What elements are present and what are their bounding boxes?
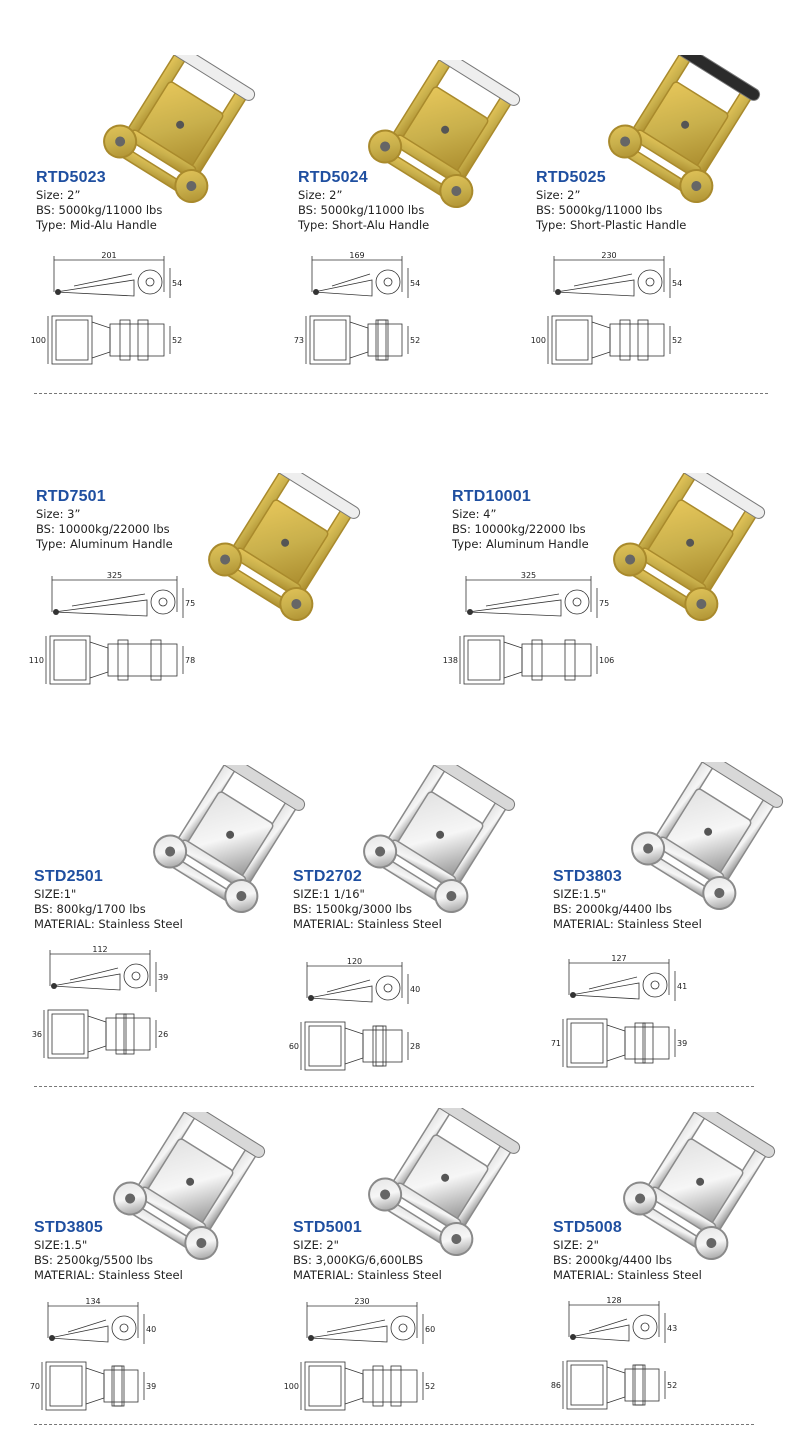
dim-width-a: 110 (28, 656, 44, 665)
dimension-drawing (530, 251, 690, 372)
dim-width-a: 60 (288, 1042, 299, 1051)
spec-line: Size: 4” (452, 507, 497, 521)
dim-width-a: 70 (29, 1382, 40, 1391)
spec-line: MATERIAL: Stainless Steel (34, 1268, 183, 1282)
spec-line: BS: 800kg/1700 lbs (34, 902, 146, 916)
technical-drawing (293, 251, 428, 372)
product-code: RTD5025 (536, 169, 606, 186)
dim-height: 39 (158, 973, 169, 982)
product-code: RTD10001 (452, 488, 531, 505)
spec-line: SIZE: 2" (553, 1238, 599, 1252)
spec-line: SIZE:1.5" (34, 1238, 88, 1252)
dim-width-b: 52 (410, 336, 421, 345)
dim-width-b: 78 (185, 656, 196, 665)
dim-width-a: 138 (442, 656, 458, 665)
dim-width-b: 26 (158, 1030, 169, 1039)
product-code: RTD5023 (36, 169, 106, 186)
dim-height: 75 (185, 599, 196, 608)
dim-width-a: 73 (293, 336, 304, 345)
spec-line: SIZE:1" (34, 887, 77, 901)
dim-width-a: 71 (550, 1039, 561, 1048)
dim-width-a: 100 (530, 336, 546, 345)
dimension-drawing (283, 1297, 443, 1418)
dim-length: 230 (601, 251, 617, 260)
technical-drawing (283, 1297, 443, 1418)
spec-line: BS: 1500kg/3000 lbs (293, 902, 413, 916)
dim-width-a: 100 (30, 336, 46, 345)
product-code: STD5001 (293, 1219, 362, 1236)
dim-width-b: 52 (172, 336, 183, 345)
product-card (298, 168, 429, 233)
dim-width-b: 39 (146, 1382, 157, 1391)
dim-width-b: 52 (667, 1381, 678, 1390)
dim-height: 40 (146, 1325, 157, 1334)
dim-height: 54 (672, 279, 683, 288)
dim-length: 169 (349, 251, 365, 260)
dimension-drawing (293, 251, 428, 372)
spec-line: BS: 10000kg/22000 lbs (36, 522, 170, 536)
spec-line: Type: Aluminum Handle (452, 537, 589, 551)
product-card (452, 487, 589, 552)
spec-line: SIZE:1.5" (553, 887, 607, 901)
product-photo (600, 473, 780, 643)
product-code: STD3803 (553, 868, 622, 885)
spec-line: MATERIAL: Stainless Steel (553, 917, 702, 931)
dim-height: 60 (425, 1325, 436, 1334)
dim-height: 54 (410, 279, 421, 288)
product-code: STD2702 (293, 868, 362, 885)
product-photo (195, 473, 375, 643)
spec-line: Type: Short-Plastic Handle (536, 218, 687, 232)
spec-line: Type: Aluminum Handle (36, 537, 173, 551)
section-divider (34, 1086, 754, 1087)
dim-width-b: 39 (677, 1039, 688, 1048)
spec-line: MATERIAL: Stainless Steel (293, 1268, 442, 1282)
dimension-drawing (29, 1297, 164, 1418)
spec-line: BS: 10000kg/22000 lbs (452, 522, 586, 536)
spec-line: BS: 2000kg/4400 lbs (553, 902, 673, 916)
ratchet-buckle-illustration (600, 473, 780, 643)
spec-line: BS: 5000kg/11000 lbs (536, 203, 663, 217)
spec-line: MATERIAL: Stainless Steel (34, 917, 183, 931)
dim-length: 230 (354, 1297, 370, 1306)
product-code: RTD5024 (298, 169, 368, 186)
technical-drawing (530, 251, 690, 372)
product-card (36, 487, 173, 552)
ratchet-buckle-illustration (195, 473, 375, 643)
product-card (34, 1218, 183, 1283)
product-card (553, 867, 702, 932)
section-divider (34, 393, 768, 394)
dim-width-b: 52 (672, 336, 683, 345)
section-divider (34, 1424, 754, 1425)
spec-line: BS: 2500kg/5500 lbs (34, 1253, 154, 1267)
spec-line: SIZE:1 1/16" (293, 887, 365, 901)
spec-line: Size: 3” (36, 507, 81, 521)
spec-line: Type: Short-Alu Handle (298, 218, 430, 232)
technical-drawing (29, 1297, 164, 1418)
product-card (293, 867, 442, 932)
dim-height: 40 (410, 985, 421, 994)
dim-width-a: 86 (550, 1381, 561, 1390)
dim-length: 325 (106, 571, 123, 580)
spec-line: BS: 2000kg/4400 lbs (553, 1253, 673, 1267)
technical-drawing (288, 957, 428, 1078)
dim-length: 325 (520, 571, 537, 580)
dim-length: 128 (606, 1296, 622, 1305)
dim-length: 127 (611, 954, 627, 963)
spec-line: Size: 2” (298, 188, 343, 202)
technical-drawing (31, 945, 176, 1066)
product-card (36, 168, 162, 233)
dim-length: 112 (92, 945, 108, 954)
spec-line: Size: 2” (536, 188, 581, 202)
dim-length: 134 (85, 1297, 101, 1306)
dim-width-b: 52 (425, 1382, 436, 1391)
product-code: STD5008 (553, 1219, 622, 1236)
dimension-drawing (442, 571, 617, 692)
dim-width-a: 100 (283, 1382, 299, 1391)
spec-line: MATERIAL: Stainless Steel (293, 917, 442, 931)
dim-height: 75 (599, 599, 610, 608)
dimension-drawing (550, 1296, 685, 1417)
dim-height: 54 (172, 279, 183, 288)
technical-drawing (30, 251, 190, 372)
dimension-drawing (550, 954, 695, 1075)
product-card (293, 1218, 442, 1283)
spec-line: Type: Mid-Alu Handle (36, 218, 157, 232)
dim-width-b: 28 (410, 1042, 421, 1051)
product-card (536, 168, 686, 233)
dim-length: 201 (101, 251, 117, 260)
dim-length: 120 (346, 957, 363, 966)
dim-height: 41 (677, 982, 688, 991)
spec-line: SIZE: 2" (293, 1238, 339, 1252)
product-card (34, 867, 183, 932)
technical-drawing (442, 571, 617, 692)
spec-line: BS: 3,000KG/6,600LBS (293, 1253, 424, 1267)
dimension-drawing (28, 571, 203, 692)
spec-line: MATERIAL: Stainless Steel (553, 1268, 702, 1282)
dimension-drawing (31, 945, 176, 1066)
technical-drawing (550, 954, 695, 1075)
technical-drawing (28, 571, 203, 692)
product-code: STD2501 (34, 868, 103, 885)
product-code: STD3805 (34, 1219, 103, 1236)
product-code: RTD7501 (36, 488, 106, 505)
product-card (553, 1218, 702, 1283)
dimension-drawing (288, 957, 428, 1078)
spec-line: BS: 5000kg/11000 lbs (36, 203, 163, 217)
dim-width-a: 36 (31, 1030, 42, 1039)
dimension-drawing (30, 251, 190, 372)
technical-drawing (550, 1296, 685, 1417)
spec-line: Size: 2” (36, 188, 81, 202)
spec-line: BS: 5000kg/11000 lbs (298, 203, 425, 217)
dim-width-b: 106 (599, 656, 615, 665)
dim-height: 43 (667, 1324, 678, 1333)
